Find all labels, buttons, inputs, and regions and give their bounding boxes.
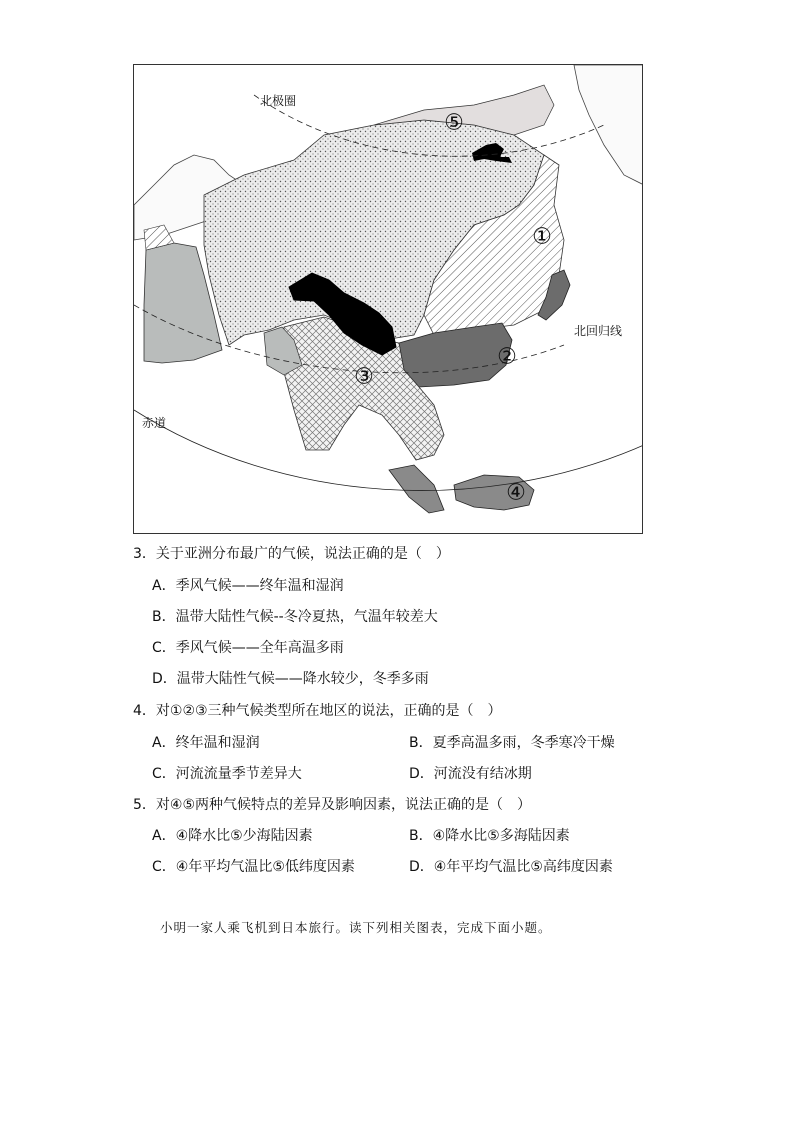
region-3-marker: ③: [354, 364, 374, 390]
region-2-marker: ②: [497, 344, 517, 370]
sumatra-island: [389, 465, 444, 513]
question-5-option-c[interactable]: C．④年平均气温比⑤低纬度因素: [152, 859, 355, 875]
question-5-option-b[interactable]: B．④降水比⑤多海陆因素: [409, 828, 570, 844]
arctic-circle-label: 北极圈: [260, 94, 297, 108]
region-4-marker: ④: [506, 480, 526, 506]
region-5-marker: ⑤: [444, 110, 464, 136]
question-4-option-b[interactable]: B．夏季高温多雨，冬季寒冷干燥: [409, 735, 615, 751]
question-4-option-a[interactable]: A．终年温和湿润: [152, 735, 260, 751]
map-svg: [134, 65, 643, 534]
equator-label: 赤道: [142, 416, 167, 430]
question-3-stem: 3．关于亚洲分布最广的气候，说法正确的是（ ）: [133, 546, 450, 562]
question-3-option-c[interactable]: C．季风气候——全年高温多雨: [152, 640, 344, 656]
tropic-label: 北回归线: [574, 324, 623, 338]
north-america-outline: [574, 65, 643, 185]
question-4-stem: 4．对①②③三种气候类型所在地区的说法，正确的是（ ）: [133, 703, 502, 719]
question-4-option-c[interactable]: C．河流流量季节差异大: [152, 766, 302, 782]
next-section-intro: 小明一家人乘飞机到日本旅行。读下列相关图表，完成下面小题。: [160, 920, 552, 935]
region-2-area: [399, 323, 512, 387]
question-3-option-d[interactable]: D．温带大陆性气候——降水较少，冬季多雨: [152, 671, 429, 687]
region-1-marker: ①: [532, 224, 552, 250]
question-3-option-a[interactable]: A．季风气候——终年温和湿润: [152, 578, 344, 594]
question-3-option-b[interactable]: B．温带大陆性气候--冬冷夏热，气温年较差大: [152, 609, 438, 625]
question-5-stem: 5．对④⑤两种气候特点的差异及影响因素，说法正确的是（ ）: [133, 797, 532, 813]
question-5-option-d[interactable]: D．④年平均气温比⑤高纬度因素: [409, 859, 613, 875]
question-4-option-d[interactable]: D．河流没有结冰期: [409, 766, 532, 782]
question-5-option-a[interactable]: A．④降水比⑤少海陆因素: [152, 828, 313, 844]
asia-climate-map: [133, 64, 643, 534]
